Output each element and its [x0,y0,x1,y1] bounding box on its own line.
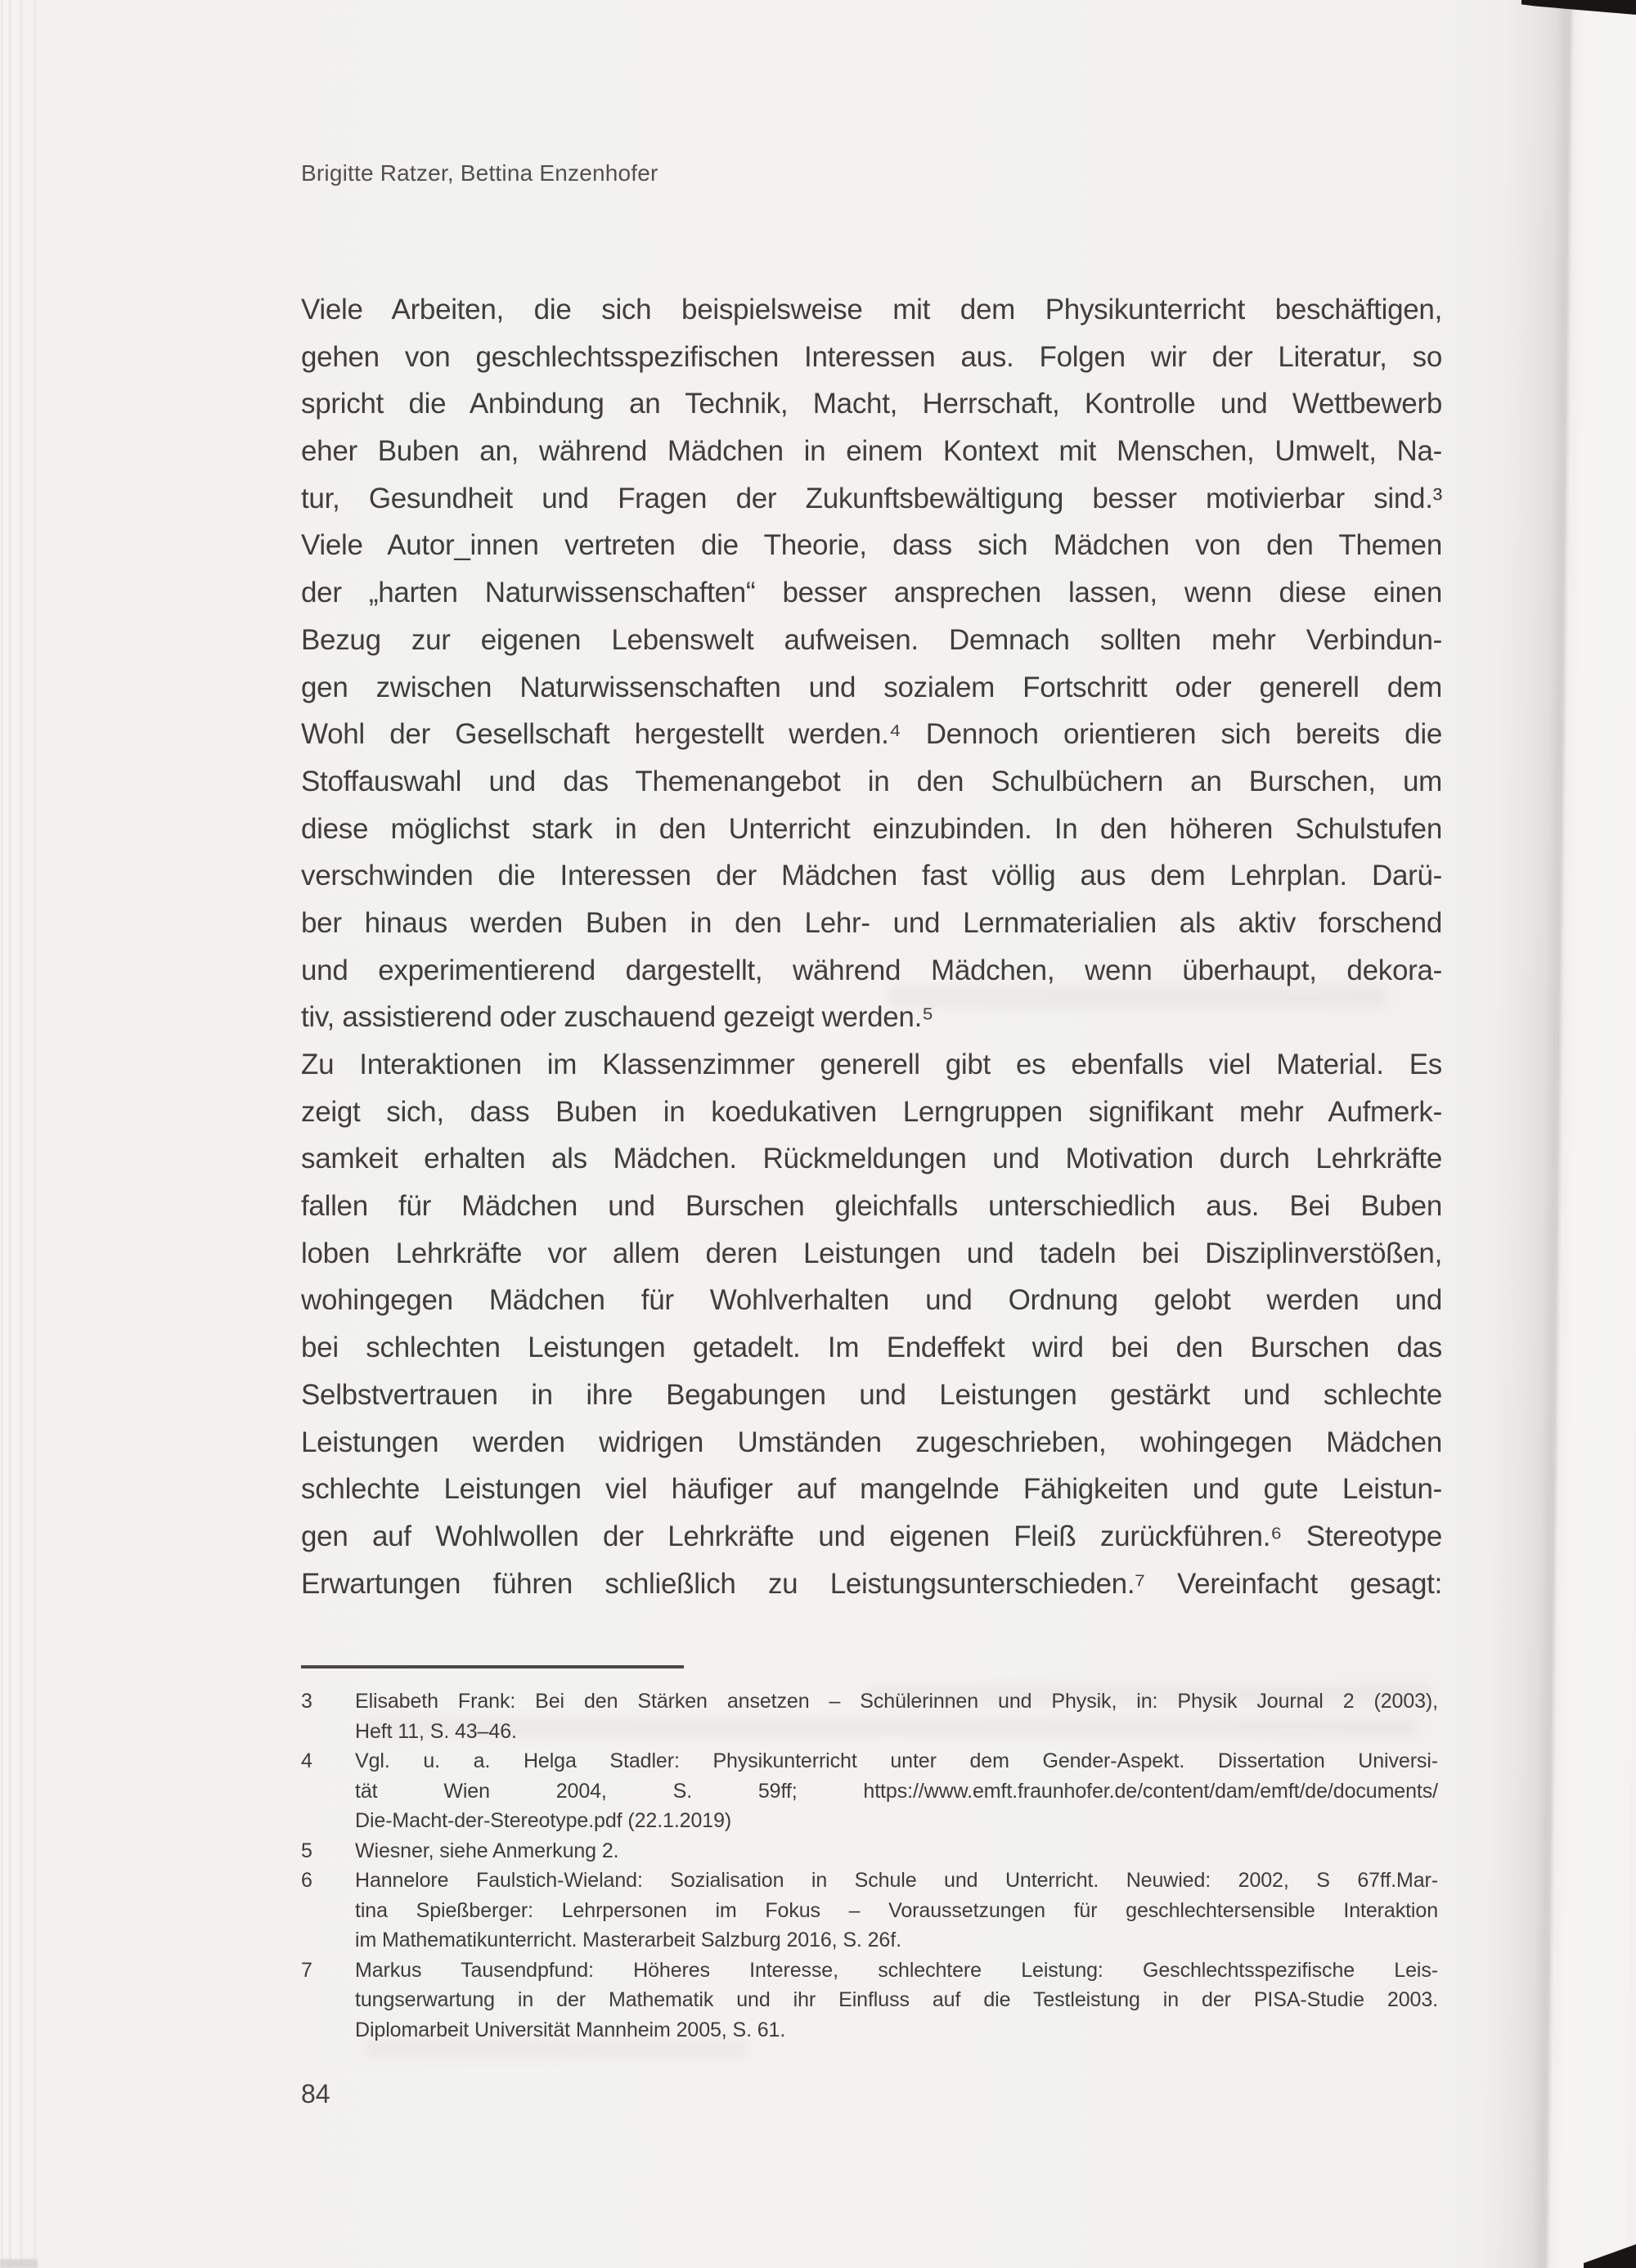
footnote-line: tät Wien 2004, S. 59ff; https://www.emft.fraunhofer.de/content/dam/emft/de/documents/ [355,1779,1438,1803]
footnote-line: tina Spießberger: Lehrpersonen im Fokus – Voraussetzungen für geschlechtersensible Interaktion [355,1898,1438,1922]
text-line: gehen von geschlechtsspezifischen Interessen aus. Folgen wir der Literatur, so [301,340,1442,373]
author-header: Brigitte Ratzer, Bettina Enzenhofer [301,160,658,186]
page-edge-bottom [0,2259,38,2268]
text-line: Stoffauswahl und das Themenangebot in den Schulbüchern an Burschen, um [301,765,1442,797]
text-line: eher Buben an, während Mädchen in einem Kontext mit Menschen, Umwelt, Na- [301,435,1442,468]
text-line: und experimentierend dargestellt, während Mädchen, wenn überhaupt, dekora- [301,954,1442,986]
text-line: Bezug zur eigenen Lebenswelt aufweisen. Demnach sollten mehr Verbindun- [301,623,1442,656]
text-line: zeigt sich, dass Buben in koedukativen Lerngruppen signifikant mehr Aufmerk- [301,1095,1442,1128]
footnote-line: im Mathematikunterricht. Masterarbeit Salzburg 2016, S. 26f. [355,1929,901,1951]
text-line: Viele Autor_innen vertreten die Theorie, dass sich Mädchen von den Themen [301,529,1442,562]
text-line: wohingegen Mädchen für Wohlverhalten und Ordnung gelobt werden und [301,1284,1442,1317]
text-line: Leistungen werden widrigen Umständen zugeschrieben, wohingegen Mädchen [301,1426,1442,1458]
text-line: Wohl der Gesellschaft hergestellt werden.⁴ Dennoch orientieren sich bereits die [301,718,1442,751]
text-line: ber hinaus werden Buben in den Lehr- und Lernmaterialien als aktiv forschend [301,906,1442,939]
text-line: loben Lehrkräfte vor allem deren Leistungen und tadeln bei Disziplinverstößen, [301,1237,1442,1269]
text-line: schlechte Leistungen viel häufiger auf mangelnde Fähigkeiten und gute Leistun- [301,1473,1442,1506]
footnote-number: 3 [301,1690,312,1713]
footnote-item [301,1746,1438,1836]
page-edge-lines [0,0,47,2268]
text-line: samkeit erhalten als Mädchen. Rückmeldungen und Motivation durch Lehrkräfte [301,1143,1442,1175]
footnote-line: Heft 11, S. 43–46. [355,1719,517,1743]
text-line: Selbstvertrauen in ihre Begabungen und Leistungen gestärkt und schlechte [301,1378,1442,1411]
text-line: fallen für Mädchen und Burschen gleichfalls unterschiedlich aus. Bei Buben [301,1190,1442,1223]
footnote-number: 4 [301,1749,312,1772]
footnote-item [301,1956,1438,2046]
footnote-line: Wiesner, siehe Anmerkung 2. [355,1839,619,1862]
footnote-line: tungserwartung in der Mathematik und ihr Einfluss auf die Testleistung in der PISA-Studie 2003. [355,1988,1438,2011]
footnote-rule [301,1665,684,1668]
body-text [301,286,1442,1607]
text-line: gen zwischen Naturwissenschaften und sozialem Fortschritt oder generell dem [301,671,1442,703]
text-line: Zu Interaktionen im Klassenzimmer generell gibt es ebenfalls viel Material. Es [301,1049,1442,1080]
text-line: spricht die Anbindung an Technik, Macht, Herrschaft, Kontrolle und Wettbewerb [301,388,1442,420]
footnote-line: Elisabeth Frank: Bei den Stärken ansetzen – Schülerinnen und Physik, in: Physik Journal 2 (2003), [355,1690,1438,1713]
footnote-number: 7 [301,1958,312,1982]
footnote-number: 5 [301,1839,312,1862]
text-line: verschwinden die Interessen der Mädchen fast völlig aus dem Lehrplan. Darü- [301,860,1442,892]
footnotes [301,1686,1438,2045]
page-number: 84 [301,2079,330,2109]
text-line: tiv, assistierend oder zuschauend gezeigt werden.⁵ [301,1001,934,1034]
text-line: bei schlechten Leistungen getadelt. Im Endeffekt wird bei den Burschen das [301,1332,1442,1364]
text-line: der „harten Naturwissenschaften“ besser ansprechen lassen, wenn diese einen [301,577,1442,609]
text-line: Erwartungen führen schließlich zu Leistungsunterschieden.⁷ Vereinfacht gesagt: [301,1567,1442,1600]
footnote-number: 6 [301,1869,312,1892]
text-line: Viele Arbeiten, die sich beispielsweise mit dem Physikunterricht beschäftigen, [301,294,1442,326]
footnote-line: Markus Tausendpfund: Höheres Interesse, schlechtere Leistung: Geschlechtsspezifische Leis- [355,1958,1438,1982]
text-line: diese möglichst stark in den Unterricht einzubinden. In den höheren Schulstufen [301,812,1442,845]
text-line: gen auf Wohlwollen der Lehrkräfte und eigenen Fleiß zurückführen.⁶ Stereotype [301,1520,1442,1552]
footnote-item [301,1686,1438,1746]
footnote-line: Die-Macht-der-Stereotype.pdf (22.1.2019) [355,1809,732,1832]
footnote-line: Vgl. u. a. Helga Stadler: Physikunterricht unter dem Gender-Aspekt. Dissertation Universi- [355,1749,1438,1772]
text-line: tur, Gesundheit und Fragen der Zukunftsbewältigung besser motivierbar sind.³ [301,482,1442,514]
footnote-item [301,1866,1438,1956]
footnote-item [301,1836,1438,1866]
footnote-line: Hannelore Faulstich-Wieland: Sozialisation in Schule und Unterricht. Neuwied: 2002, S 67ff.Mar- [355,1869,1438,1892]
footnote-line: Diplomarbeit Universität Mannheim 2005, S. 61. [355,2018,786,2041]
